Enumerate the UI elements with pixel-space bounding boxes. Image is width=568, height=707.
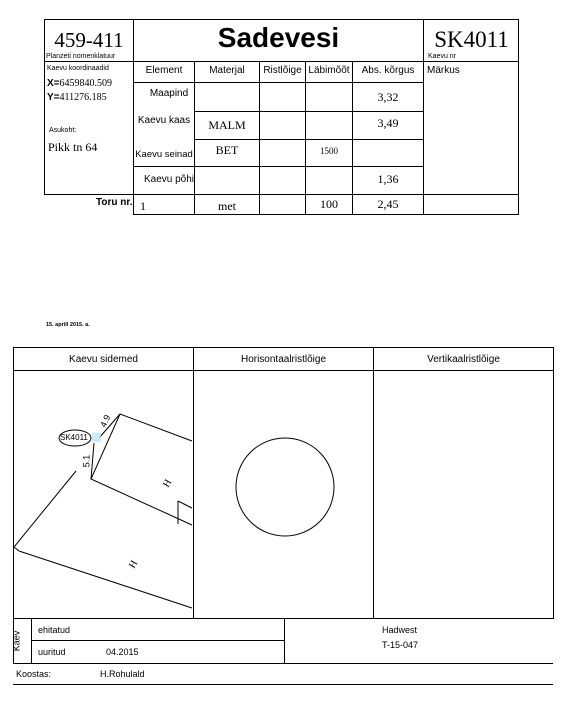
pipe-material: met [218, 199, 236, 213]
company-name: Hadwest [382, 625, 418, 635]
building-notch [178, 501, 192, 508]
horizontal-section [194, 371, 373, 618]
pipe-abs: 2,45 [377, 197, 399, 211]
row-material-seinad: BET [215, 143, 239, 157]
built-label: ehitatud [38, 625, 71, 635]
well-id: SK4011 [434, 27, 509, 52]
location-value: Pikk tn 64 [48, 140, 98, 154]
dimension-b: 5.1 [81, 454, 92, 468]
col-header-section: Ristlõige [263, 65, 302, 76]
author-label: Koostas: [16, 669, 52, 679]
row-abs-pohi: 1,36 [377, 172, 399, 186]
house-mark-upper: H [161, 477, 175, 490]
panel-title-links: Kaevu sidemed [69, 354, 138, 365]
col-header-diameter: Läbimõõt [308, 65, 350, 76]
row-element-seinad: Kaevu seinad [135, 149, 193, 160]
document-date: 15. aprill 2015. a. [46, 322, 90, 328]
row-element-kaas: Kaevu kaas [137, 115, 191, 126]
col-header-element: Element [145, 65, 183, 76]
row-diameter-seinad: 1500 [320, 146, 338, 156]
row-element-maapind: Maapind [149, 88, 189, 99]
well-tag-label: SK4011 [60, 433, 88, 442]
pipe-number: 1 [140, 199, 146, 213]
row-abs-kaas: 3,49 [377, 116, 399, 130]
y-value: 411276.185 [59, 92, 107, 103]
building-outline-lower [19, 551, 192, 608]
surveyed-label: uuritud [38, 647, 66, 657]
coords-caption: Kaevu koordinaadid [47, 65, 109, 72]
x-label: X= [47, 78, 60, 89]
col-header-material: Materjal [209, 65, 245, 76]
pipe-diameter: 100 [320, 197, 338, 211]
pipe-label: Toru nr. [96, 197, 133, 208]
y-label: Y= [47, 92, 60, 103]
panel-title-vertical: Vertikaalristlõige [427, 354, 500, 365]
x-coordinate [47, 78, 112, 89]
plan-caption: Planzeti nomenklatuur [46, 53, 116, 60]
dimension-a: 4.9 [98, 413, 113, 429]
author-name: H.Rohulald [100, 669, 145, 679]
well-cross-section-circle [236, 438, 334, 536]
x-value: 6459840.509 [59, 78, 113, 89]
row-element-pohi: Kaevu põhi [143, 174, 195, 185]
well-caption: Kaevu nr [428, 53, 457, 60]
form-title: Sadevesi [217, 22, 340, 53]
plan-number: 459-411 [54, 28, 124, 52]
well-symbol [92, 433, 101, 442]
house-mark-lower: H [127, 558, 141, 571]
well-links-sketch [14, 371, 193, 618]
building-outline-upper [91, 414, 192, 525]
side-label: Kaev [11, 630, 22, 652]
col-header-remark: Märkus [427, 65, 460, 76]
location-caption: Asukoht: [49, 127, 77, 134]
y-coordinate [47, 92, 107, 103]
row-abs-maapind: 3,32 [377, 90, 399, 104]
col-header-abs: Abs. kõrgus [361, 65, 415, 76]
job-number: T-15-047 [382, 640, 419, 650]
surveyed-value: 04.2015 [106, 647, 139, 657]
row-material-kaas: MALM [208, 118, 246, 132]
building-outline-lower-top [14, 471, 76, 547]
panel-title-horizontal: Horisontaalristlõige [240, 354, 327, 365]
